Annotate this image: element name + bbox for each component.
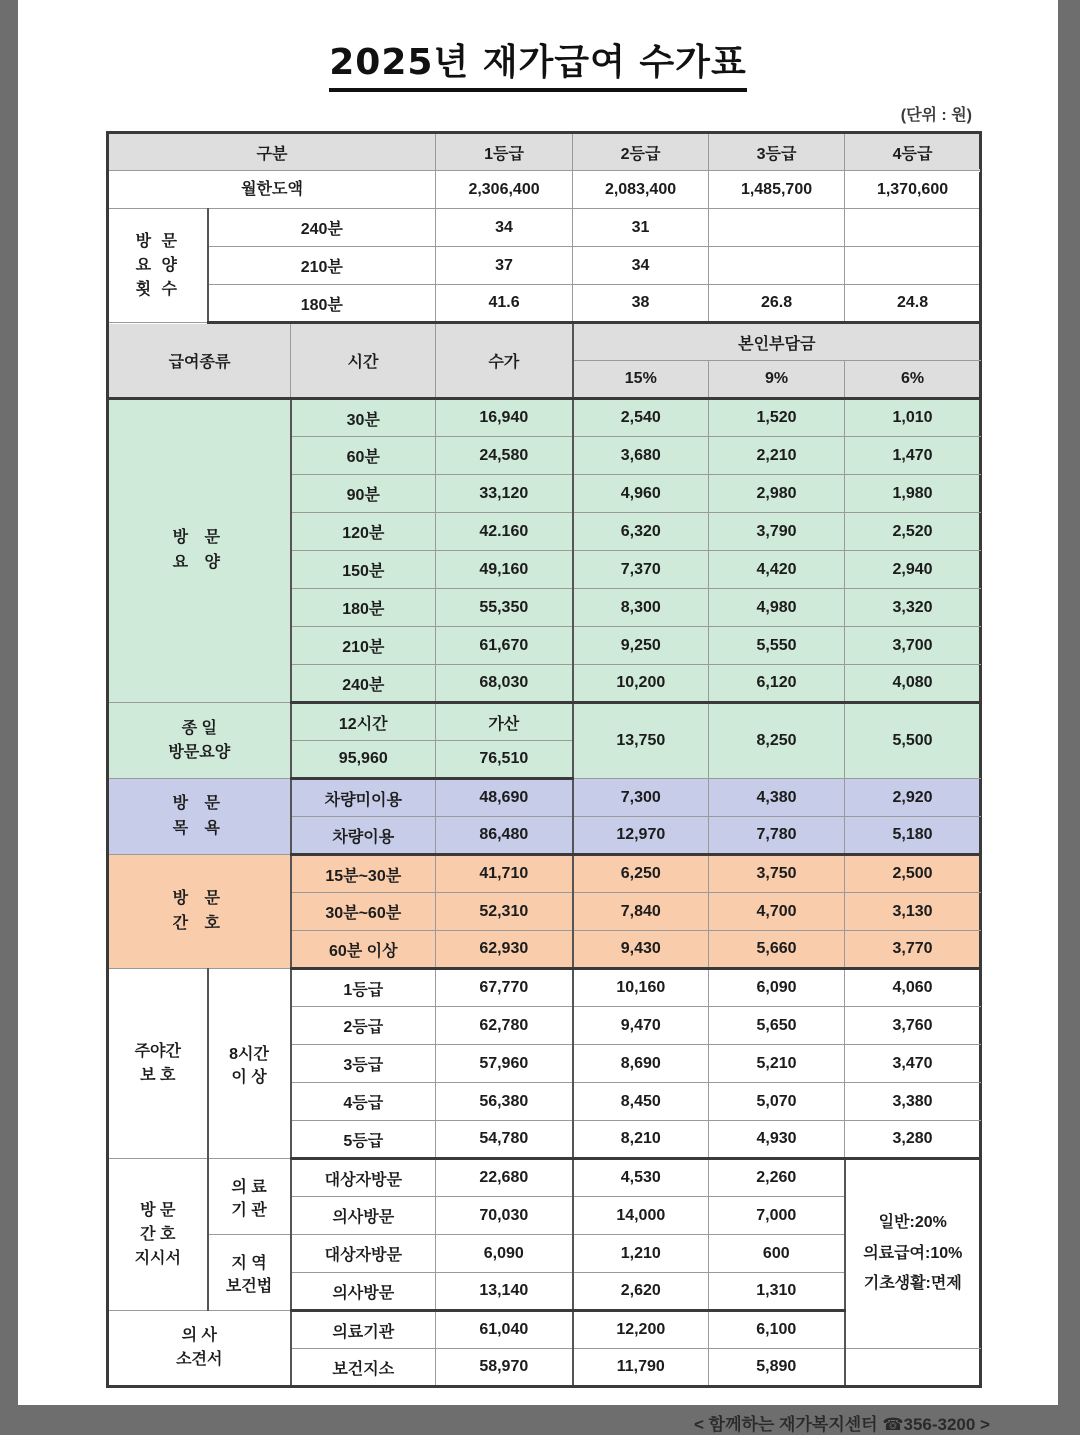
table-row-juyagan-boho-0 [108,969,981,1007]
label-monthly-limit: 월한도액 [108,171,436,209]
visit-count-210-grade-3 [709,247,845,285]
visit-count-210-grade-4 [845,247,981,285]
visit-count-210-grade-1: 37 [436,247,573,285]
fee-table [106,131,982,1388]
header-gubun: 구분 [108,133,436,171]
label-visit-count-line-3: 횟 수 [135,280,180,298]
label-juyagan-boho-line-2: 보 호 [140,1066,176,1084]
copay15-cell: 7,300 [573,779,709,817]
jongil-copay6: 5,500 [845,703,981,779]
copay15-cell: 8,300 [573,589,709,627]
copay-rate-note [845,1159,981,1349]
copay9-cell: 2,260 [709,1159,845,1197]
time-cell: 2등급 [291,1007,436,1045]
time-cell: 120분 [291,513,436,551]
visit-count-time-180: 180분 [208,285,436,323]
copay6-cell: 3,280 [845,1121,981,1159]
fee-cell: 61,040 [436,1311,573,1349]
copay9-cell: 7,780 [709,817,845,855]
fee-cell: 70,030 [436,1197,573,1235]
time-cell: 대상자방문 [291,1159,436,1197]
label-section-juyagan-boho [108,969,208,1159]
copay6-cell: 3,130 [845,893,981,931]
table-row-bangmun-yoyang-0 [108,399,981,437]
note-line-3: 기초생활:면제 [863,1275,962,1293]
title-area [18,0,1058,92]
copay6-cell: 2,920 [845,779,981,817]
copay15-cell: 8,210 [573,1121,709,1159]
table-row-grade-header [108,133,981,171]
time-cell: 90분 [291,475,436,513]
table-row-bangmun-ganho-0 [108,855,981,893]
copay15-cell: 11,790 [573,1349,709,1387]
visit-count-240-grade-4 [845,209,981,247]
fee-cell: 41,710 [436,855,573,893]
copay9-cell: 4,980 [709,589,845,627]
label-bangmun-yoyang-line-2: 요 양 [172,554,226,571]
copay15-cell: 9,250 [573,627,709,665]
copay9-cell: 4,930 [709,1121,845,1159]
fee-cell: 16,940 [436,399,573,437]
note-line-2: 의료급여:10% [863,1244,963,1262]
copay6-cell: 4,080 [845,665,981,703]
fee-cell: 54,780 [436,1121,573,1159]
time-cell: 60분 이상 [291,931,436,969]
copay6-cell: 4,060 [845,969,981,1007]
time-cell: 의료기관 [291,1311,436,1349]
copay6-cell: 2,500 [845,855,981,893]
copay9-cell: 4,700 [709,893,845,931]
unit-note-row [18,92,1058,131]
fee-cell: 49,160 [436,551,573,589]
visit-count-time-210: 210분 [208,247,436,285]
fee-cell: 62,930 [436,931,573,969]
copay15-cell: 8,690 [573,1045,709,1083]
label-uisa-sogyeonseo-line-1: 의 사 [181,1327,217,1344]
fee-cell: 52,310 [436,893,573,931]
copay9-cell: 4,420 [709,551,845,589]
copay9-cell: 4,380 [709,779,845,817]
fee-cell: 33,120 [436,475,573,513]
note-line-1: 일반:20% [878,1214,947,1232]
time-cell: 210분 [291,627,436,665]
label-jisiseo-line-3: 지시서 [134,1249,181,1267]
table-row-visit-count-210 [108,247,981,285]
monthly-limit-grade-4: 1,370,600 [845,171,981,209]
copay6-cell: 3,470 [845,1045,981,1083]
empty-cell [845,1349,981,1387]
header-fee: 수가 [436,323,573,399]
label-uiryogigwan-line-1: 의 료 [231,1178,267,1196]
visit-count-240-grade-2: 31 [573,209,709,247]
fee-cell: 62,780 [436,1007,573,1045]
label-section-bangmun-yoyang [108,399,291,703]
fee-cell: 56,380 [436,1083,573,1121]
label-visit-count-line-2: 요 양 [135,256,180,274]
unit-note: (단위 : 원) [900,107,972,124]
visit-count-time-240: 240분 [208,209,436,247]
copay15-cell: 9,430 [573,931,709,969]
time-cell: 180분 [291,589,436,627]
copay9-cell: 2,210 [709,437,845,475]
label-jongil-line-1: 종 일 [181,719,217,737]
table-row-monthly-limit [108,171,981,209]
copay15-cell: 10,160 [573,969,709,1007]
label-bangmun-ganho-line-2: 간 호 [172,914,226,932]
copay15-cell: 4,960 [573,475,709,513]
label-uiryogigwan-line-2: 기 관 [231,1201,267,1219]
time-cell: 30분 [291,399,436,437]
table-row-jisiseo-0 [108,1159,981,1197]
table-row-visit-count-180 [108,285,981,323]
copay9-cell: 600 [709,1235,845,1273]
header-copay-6: 6% [845,361,981,399]
time-cell: 차량이용 [291,817,436,855]
jongil-time-value: 95,960 [291,741,436,779]
header-service-type: 급여종류 [108,323,291,399]
time-cell: 4등급 [291,1083,436,1121]
fee-cell: 22,680 [436,1159,573,1197]
copay6-cell: 1,470 [845,437,981,475]
fee-cell: 86,480 [436,817,573,855]
jongil-copay9: 8,250 [709,703,845,779]
fee-cell: 13,140 [436,1273,573,1311]
jongil-fee-value: 76,510 [436,741,573,779]
table-row-main-header-1 [108,323,981,361]
fee-cell: 58,970 [436,1349,573,1387]
header-grade-4: 4등급 [845,133,981,171]
label-bangmun-mogyok-line-1: 방 문 [172,794,226,812]
copay9-cell: 6,100 [709,1311,845,1349]
time-cell: 5등급 [291,1121,436,1159]
copay9-cell: 5,210 [709,1045,845,1083]
copay9-cell: 5,070 [709,1083,845,1121]
header-time: 시간 [291,323,436,399]
copay9-cell: 3,790 [709,513,845,551]
label-juyagan-boho-line-1: 주야간 [134,1042,181,1060]
copay15-cell: 12,200 [573,1311,709,1349]
jongil-copay15: 13,750 [573,703,709,779]
fee-cell: 48,690 [436,779,573,817]
monthly-limit-grade-2: 2,083,400 [573,171,709,209]
time-cell: 대상자방문 [291,1235,436,1273]
header-copay-15: 15% [573,361,709,399]
time-cell: 3등급 [291,1045,436,1083]
label-jisiseo-line-2: 간 호 [140,1225,176,1243]
footer-center-contact: < 함께하는 재가복지센터 ☎356-3200 > [694,1415,990,1434]
copay9-cell: 3,750 [709,855,845,893]
copay9-cell: 5,650 [709,1007,845,1045]
time-cell: 의사방문 [291,1273,436,1311]
fee-cell: 55,350 [436,589,573,627]
copay6-cell: 3,700 [845,627,981,665]
visit-count-240-grade-3 [709,209,845,247]
copay6-cell: 3,760 [845,1007,981,1045]
time-cell: 30분~60분 [291,893,436,931]
copay9-cell: 2,980 [709,475,845,513]
copay15-cell: 3,680 [573,437,709,475]
page-title: 2025년 재가급여 수가표 [329,34,746,92]
label-jisiseo-group-uiryogigwan [208,1159,291,1235]
label-jongil-line-2: 방문요양 [168,743,231,761]
label-section-uisa-sogyeonseo [108,1311,291,1387]
time-cell: 240분 [291,665,436,703]
copay15-cell: 12,970 [573,817,709,855]
jongil-time-header: 12시간 [291,703,436,741]
copay15-cell: 6,320 [573,513,709,551]
paper-sheet [18,0,1058,1434]
label-section-bangmun-ganho [108,855,291,969]
copay6-cell: 3,320 [845,589,981,627]
monthly-limit-grade-1: 2,306,400 [436,171,573,209]
copay15-cell: 7,840 [573,893,709,931]
visit-count-180-grade-2: 38 [573,285,709,323]
copay15-cell: 2,620 [573,1273,709,1311]
label-jiyeok-line-1: 지 역 [231,1254,267,1272]
copay15-cell: 14,000 [573,1197,709,1235]
fee-cell: 67,770 [436,969,573,1007]
fee-cell: 24,580 [436,437,573,475]
copay9-cell: 6,090 [709,969,845,1007]
fee-cell: 42.160 [436,513,573,551]
label-visit-count-line-1: 방 문 [135,232,180,250]
fee-table-wrap [18,131,1058,1388]
monthly-limit-grade-3: 1,485,700 [709,171,845,209]
copay9-cell: 1,520 [709,399,845,437]
copay9-cell: 5,550 [709,627,845,665]
copay6-cell: 1,980 [845,475,981,513]
fee-cell: 6,090 [436,1235,573,1273]
copay15-cell: 1,210 [573,1235,709,1273]
label-uisa-sogyeonseo-line-2: 소견서 [176,1351,223,1368]
time-cell: 150분 [291,551,436,589]
header-copay-9: 9% [709,361,845,399]
visit-count-210-grade-2: 34 [573,247,709,285]
label-visit-count-group [108,209,208,323]
copay6-cell: 3,380 [845,1083,981,1121]
table-row-bangmun-mogyok-0 [108,779,981,817]
footer-area [18,1388,1058,1435]
header-grade-2: 2등급 [573,133,709,171]
copay15-cell: 8,450 [573,1083,709,1121]
header-grade-1: 1등급 [436,133,573,171]
fee-cell: 57,960 [436,1045,573,1083]
visit-count-240-grade-1: 34 [436,209,573,247]
fee-cell: 61,670 [436,627,573,665]
label-section-bangmun-ganho-jisiseo [108,1159,208,1311]
visit-count-180-grade-1: 41.6 [436,285,573,323]
label-bangmun-mogyok-line-2: 목 욕 [172,819,226,837]
copay15-cell: 9,470 [573,1007,709,1045]
time-cell: 차량미이용 [291,779,436,817]
label-jisiseo-group-jiyeok [208,1235,291,1311]
copay15-cell: 6,250 [573,855,709,893]
copay15-cell: 10,200 [573,665,709,703]
copay9-cell: 1,310 [709,1273,845,1311]
time-cell: 의사방문 [291,1197,436,1235]
copay6-cell: 2,940 [845,551,981,589]
label-juyagan-boho-hours [208,969,291,1159]
copay15-cell: 4,530 [573,1159,709,1197]
label-jisiseo-line-1: 방 문 [140,1201,176,1219]
visit-count-180-grade-3: 26.8 [709,285,845,323]
copay6-cell: 3,770 [845,931,981,969]
header-grade-3: 3등급 [709,133,845,171]
label-juyagan-hours-line-2: 이 상 [231,1068,267,1086]
time-cell: 60분 [291,437,436,475]
copay15-cell: 2,540 [573,399,709,437]
copay9-cell: 7,000 [709,1197,845,1235]
fee-cell: 68,030 [436,665,573,703]
copay15-cell: 7,370 [573,551,709,589]
label-juyagan-hours-line-1: 8시간 [229,1045,269,1063]
label-bangmun-ganho-line-1: 방 문 [172,889,226,907]
header-copay: 본인부담금 [573,323,981,361]
time-cell: 보건지소 [291,1349,436,1387]
visit-count-180-grade-4: 24.8 [845,285,981,323]
label-section-bangmun-mogyok [108,779,291,855]
copay9-cell: 5,890 [709,1349,845,1387]
copay6-cell: 1,010 [845,399,981,437]
label-jiyeok-line-2: 보건법 [225,1277,273,1295]
table-row-jongil-bangmun-yoyang-header [108,703,981,741]
table-row-visit-count-240 [108,209,981,247]
label-section-jongil-bangmun-yoyang [108,703,291,779]
time-cell: 1등급 [291,969,436,1007]
time-cell: 15분~30분 [291,855,436,893]
copay6-cell: 2,520 [845,513,981,551]
label-bangmun-yoyang-line-1: 방 문 [172,529,226,547]
copay9-cell: 6,120 [709,665,845,703]
copay9-cell: 5,660 [709,931,845,969]
jongil-fee-header: 가산 [436,703,573,741]
copay6-cell: 5,180 [845,817,981,855]
